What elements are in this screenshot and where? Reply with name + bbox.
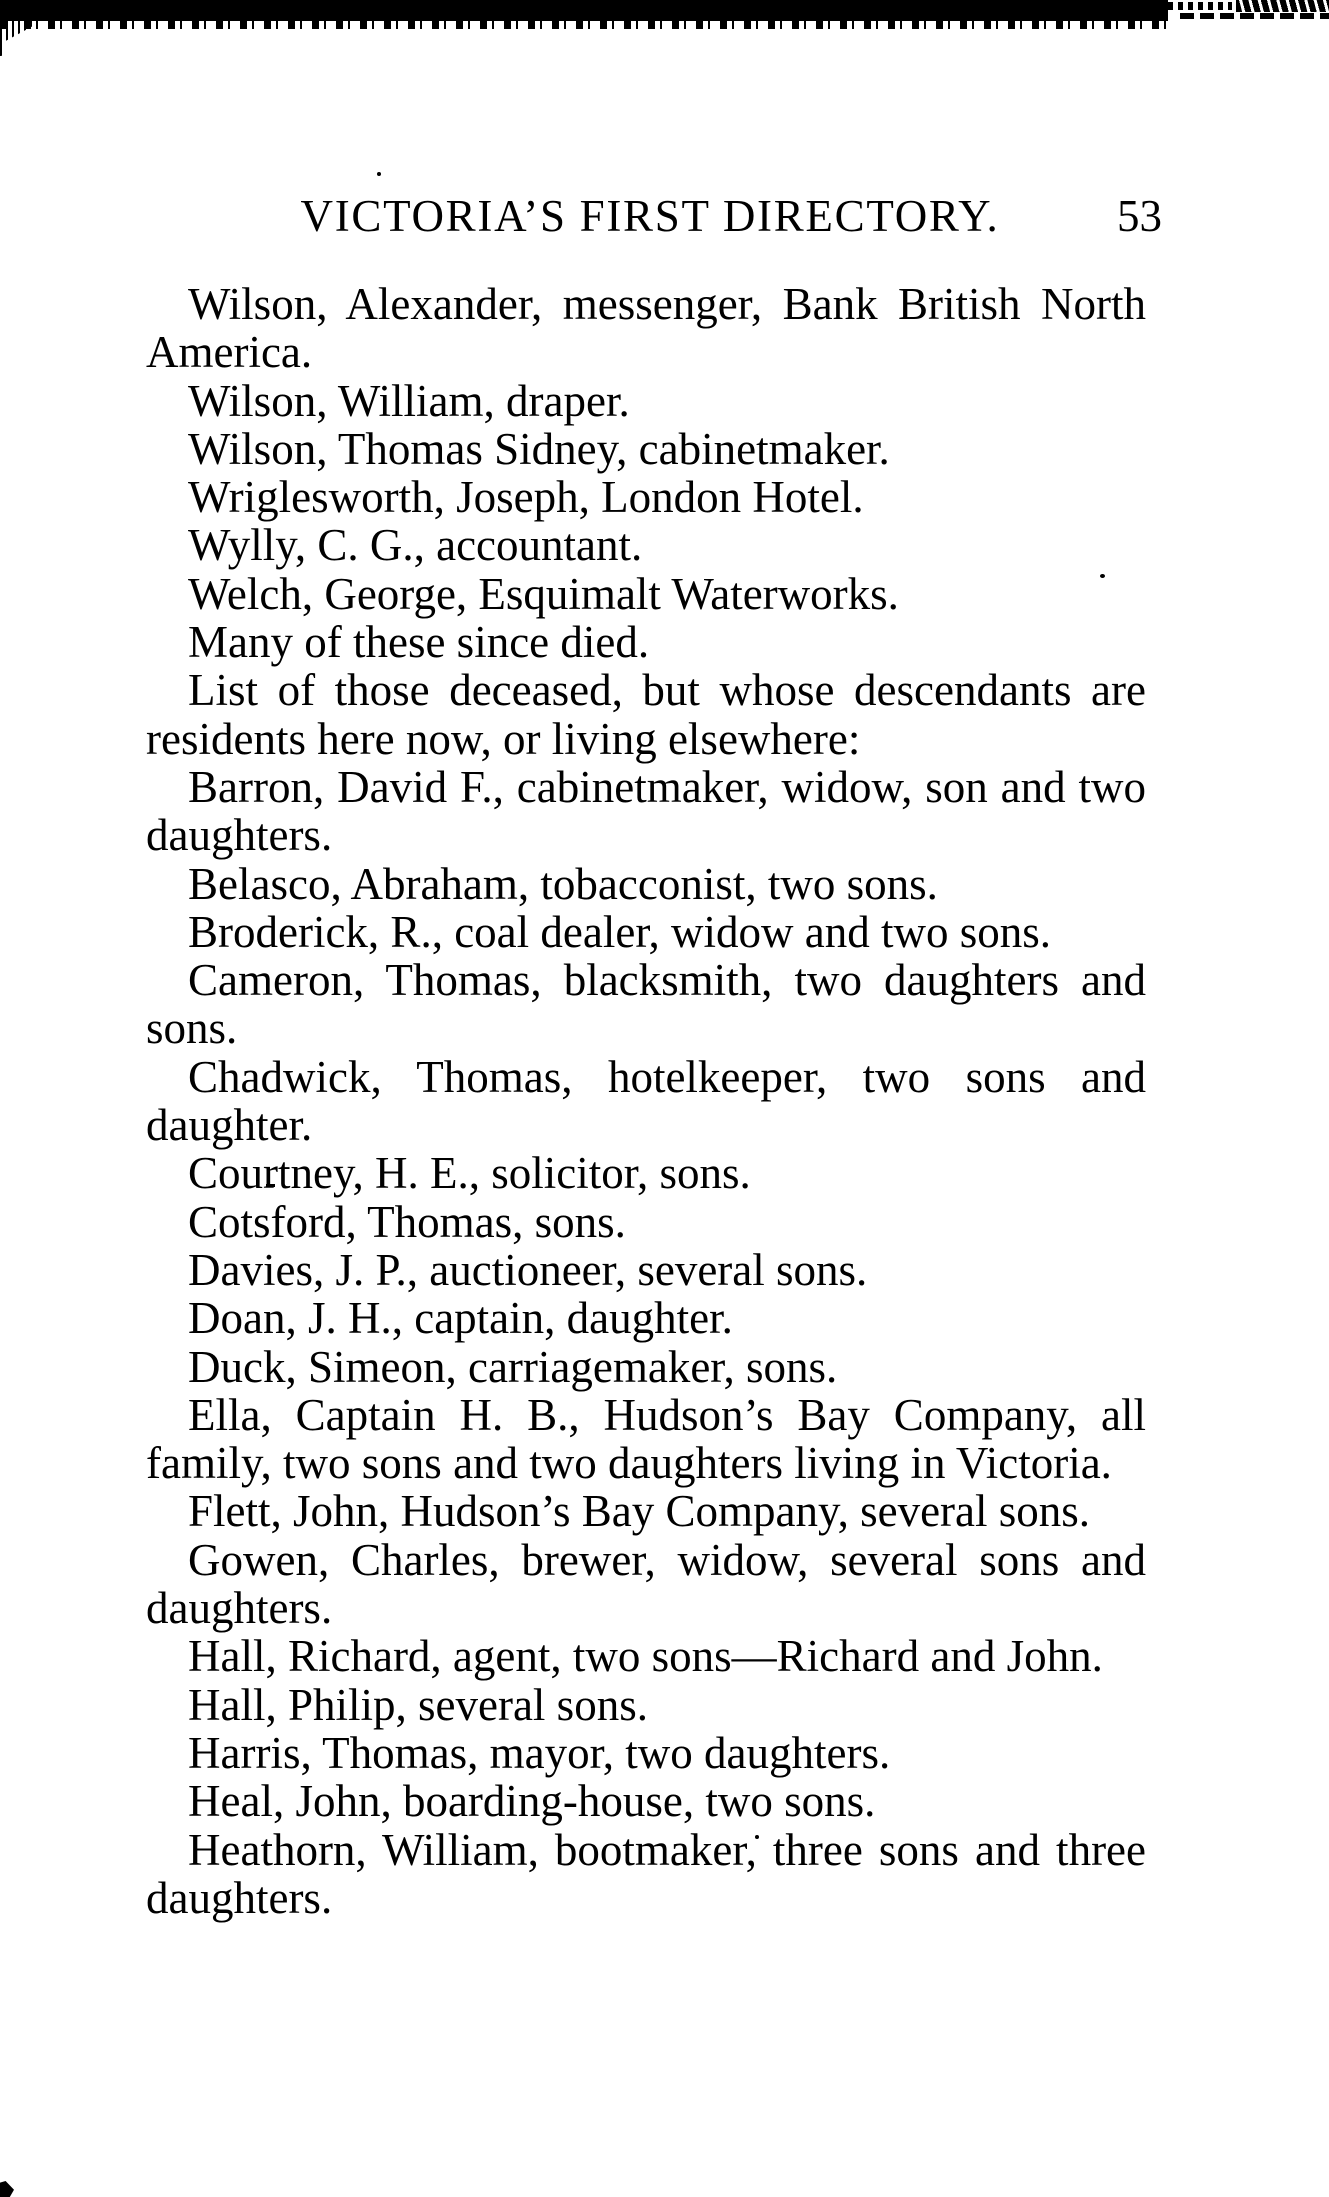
text-line: Belasco, Abraham, tobacconist, two sons. (188, 858, 938, 909)
scan-speck (0, 2181, 14, 2197)
text-line: Hall, Richard, agent, two sons—Richard and John. (188, 1631, 1103, 1682)
text-line: Harris, Thomas, mayor, two daughters. (188, 1727, 891, 1778)
scan-edge-top-right (1168, 2, 1232, 10)
page-number: 53 (1117, 191, 1162, 241)
text-line: Chadwick, Thomas, hotelkeeper, two sons and (188, 1051, 1146, 1102)
text-line: Flett, John, Hudson’s Bay Company, several sons. (188, 1486, 1091, 1537)
text-line: Wilson, Alexander, messenger, Bank British North (188, 279, 1146, 329)
paragraph (146, 1343, 1146, 1391)
text-line: Courtney, H. E., solicitor, sons. (188, 1148, 751, 1199)
paragraph (146, 908, 1146, 956)
page-title: VICTORIA’S FIRST DIRECTORY. (300, 191, 1000, 241)
paragraph (146, 1053, 1146, 1150)
text-line: daughter. (146, 1100, 313, 1151)
text-line: Cameron, Thomas, blacksmith, two daughters and (188, 955, 1146, 1006)
text-line: daughters. (146, 810, 333, 861)
text-line: Gowen, Charles, brewer, widow, several sons and (188, 1534, 1146, 1585)
page-header (150, 191, 1162, 242)
paragraph (146, 1729, 1146, 1777)
text-line: Hall, Philip, several sons. (188, 1679, 648, 1730)
paragraph (146, 666, 1146, 763)
paragraph (146, 1632, 1146, 1680)
text-line: sons. (146, 1003, 238, 1054)
page-body (146, 280, 1146, 1922)
paragraph (146, 1536, 1146, 1633)
scan-edge-top-fray (0, 20, 1168, 29)
paragraph (146, 521, 1146, 569)
scan-edge-top-corner (1236, 0, 1329, 12)
paragraph (146, 377, 1146, 425)
paragraph (146, 473, 1146, 521)
text-line: Wylly, C. G., accountant. (188, 520, 643, 571)
paragraph (146, 1681, 1146, 1729)
text-line: daughters. (146, 1872, 333, 1923)
paragraph (146, 1294, 1146, 1342)
text-line: Ella, Captain H. B., Hudson’s Bay Company, all (188, 1389, 1146, 1440)
text-line: Barron, David F., cabinetmaker, widow, son and two (188, 761, 1146, 812)
text-line: List of those deceased, but whose descendants are (188, 665, 1146, 716)
scan-edge-top (0, 0, 1168, 21)
paragraph (146, 1487, 1146, 1535)
paragraph (146, 570, 1146, 618)
text-line: America. (146, 327, 313, 378)
text-line: Many of these since died. (188, 617, 650, 668)
text-line: Doan, J. H., captain, daughter. (188, 1293, 733, 1344)
text-line: Wilson, Thomas Sidney, cabinetmaker. (188, 423, 890, 474)
text-line: Wriglesworth, Joseph, London Hotel. (188, 472, 864, 523)
paragraph (146, 860, 1146, 908)
text-line: Cotsford, Thomas, sons. (188, 1196, 626, 1247)
paragraph (146, 763, 1146, 860)
text-line: Broderick, R., coal dealer, widow and two sons. (188, 906, 1051, 957)
text-line: residents here now, or living elsewhere: (146, 713, 861, 764)
scan-speck (377, 172, 381, 176)
text-line: Welch, George, Esquimalt Waterworks. (188, 568, 899, 619)
text-line: Wilson, William, draper. (188, 375, 630, 426)
text-line: Duck, Simeon, carriagemaker, sons. (188, 1341, 838, 1392)
text-line: family, two sons and two daughters living in Victoria. (146, 1438, 1112, 1489)
paragraph (146, 1826, 1146, 1923)
paragraph (146, 956, 1146, 1053)
paragraph (146, 280, 1146, 377)
text-line: Heal, John, boarding-house, two sons. (188, 1776, 876, 1827)
paragraph (146, 1391, 1146, 1488)
paragraph (146, 1149, 1146, 1197)
paragraph (146, 1777, 1146, 1825)
scan-edge-top-right (1180, 13, 1329, 19)
paragraph (146, 1198, 1146, 1246)
text-line: Davies, J. P., auctioneer, several sons. (188, 1244, 868, 1295)
paragraph (146, 425, 1146, 473)
text-line: daughters. (146, 1583, 333, 1634)
paragraph (146, 618, 1146, 666)
text-line: Heathorn, William, bootmaker, three sons and three (188, 1824, 1146, 1875)
paragraph (146, 1246, 1146, 1294)
